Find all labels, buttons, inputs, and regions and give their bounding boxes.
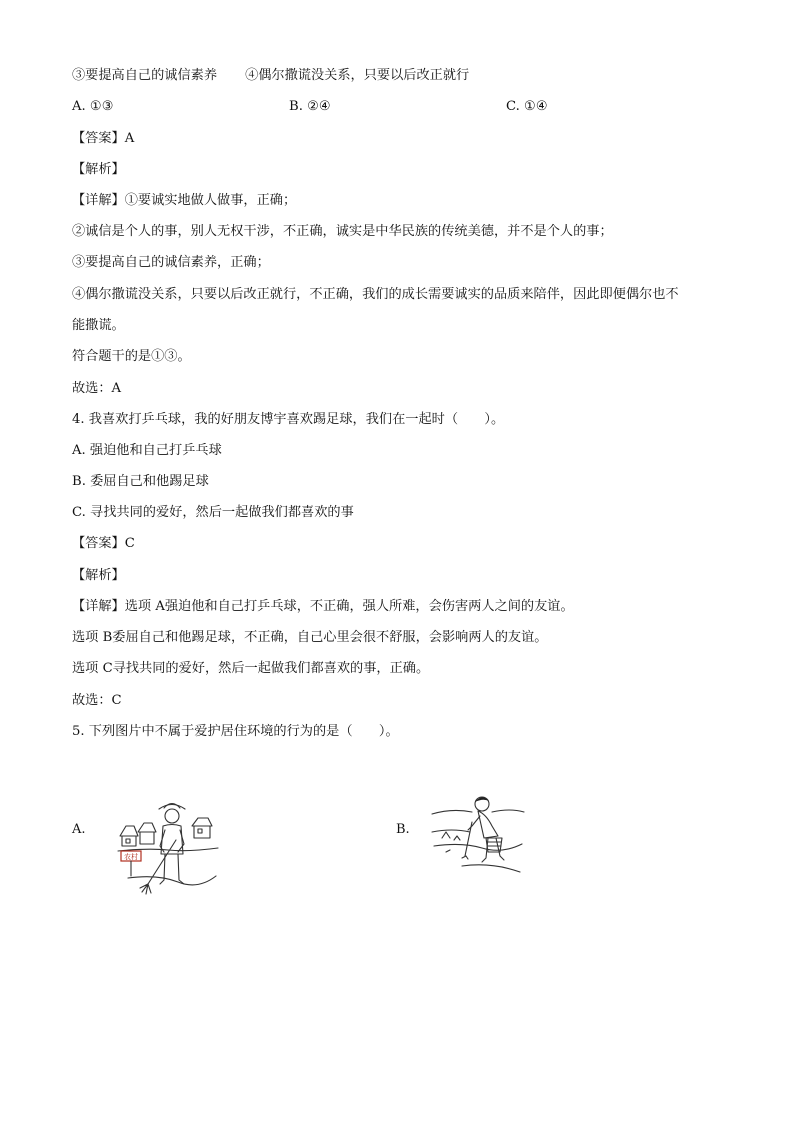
- q3-item-4: ④偶尔撒谎没关系，只要以后改正就行: [245, 68, 470, 83]
- q3-detail-4: ④偶尔撒谎没关系，只要以后改正就行，不正确，我们的成长需要诚实的品质来陪伴，因此即便偶尔也不: [72, 287, 679, 302]
- q3-option-b[interactable]: B. ②④: [289, 99, 331, 114]
- q4-detail-3: 选项 C寻找共同的爱好，然后一起做我们都喜欢的事，正确。: [72, 661, 430, 676]
- q3-detail-3: ③要提高自己的诚信素养，正确；: [72, 255, 270, 270]
- q5-picture-a-label[interactable]: A.: [72, 822, 86, 837]
- q4-answer: 【答案】C: [72, 536, 135, 551]
- q4-detail-1: 【详解】选项 A强迫他和自己打乒乓球，不正确，强人所难，会伤害两人之间的友谊。: [72, 599, 574, 614]
- child-picking-litter-illustration: [432, 792, 524, 880]
- q3-answer: 【答案】A: [72, 131, 135, 146]
- sweeping-villager-illustration: [118, 796, 218, 896]
- q5-stem: 5. 下列图片中不属于爱护居住环境的行为的是（ ）。: [72, 724, 399, 739]
- q3-detail-7: 故选：A: [72, 381, 122, 396]
- q3-detail-5: 能撒谎。: [72, 318, 125, 333]
- q3-option-c[interactable]: C. ①④: [506, 99, 548, 114]
- village-sign-text: 农村: [124, 853, 138, 861]
- q3-items-line: [72, 67, 469, 85]
- q4-option-b[interactable]: B. 委屈自己和他踢足球: [72, 474, 209, 489]
- q4-analysis-heading: 【解析】: [72, 568, 125, 583]
- q5-picture-b-label[interactable]: B.: [396, 822, 410, 837]
- q3-detail-2: ②诚信是个人的事，别人无权干涉，不正确，诚实是中华民族的传统美德，并不是个人的事；: [72, 224, 613, 239]
- q3-detail-1: 【详解】①要诚实地做人做事，正确；: [72, 193, 297, 208]
- q3-item-3: ③要提高自己的诚信素养: [72, 68, 218, 83]
- q3-option-a[interactable]: A. ①③: [72, 99, 114, 114]
- q4-detail-4: 故选：C: [72, 693, 122, 708]
- q3-analysis-heading: 【解析】: [72, 162, 125, 177]
- q4-stem: 4. 我喜欢打乒乓球，我的好朋友博宇喜欢踢足球，我们在一起时（ ）。: [72, 412, 505, 427]
- q4-detail-2: 选项 B委屈自己和他踢足球，不正确，自己心里会很不舒服，会影响两人的友谊。: [72, 630, 548, 645]
- q3-detail-6: 符合题干的是①③。: [72, 349, 191, 364]
- q4-option-a[interactable]: A. 强迫他和自己打乒乓球: [72, 443, 222, 458]
- q4-option-c[interactable]: C. 寻找共同的爱好，然后一起做我们都喜欢的事: [72, 505, 354, 520]
